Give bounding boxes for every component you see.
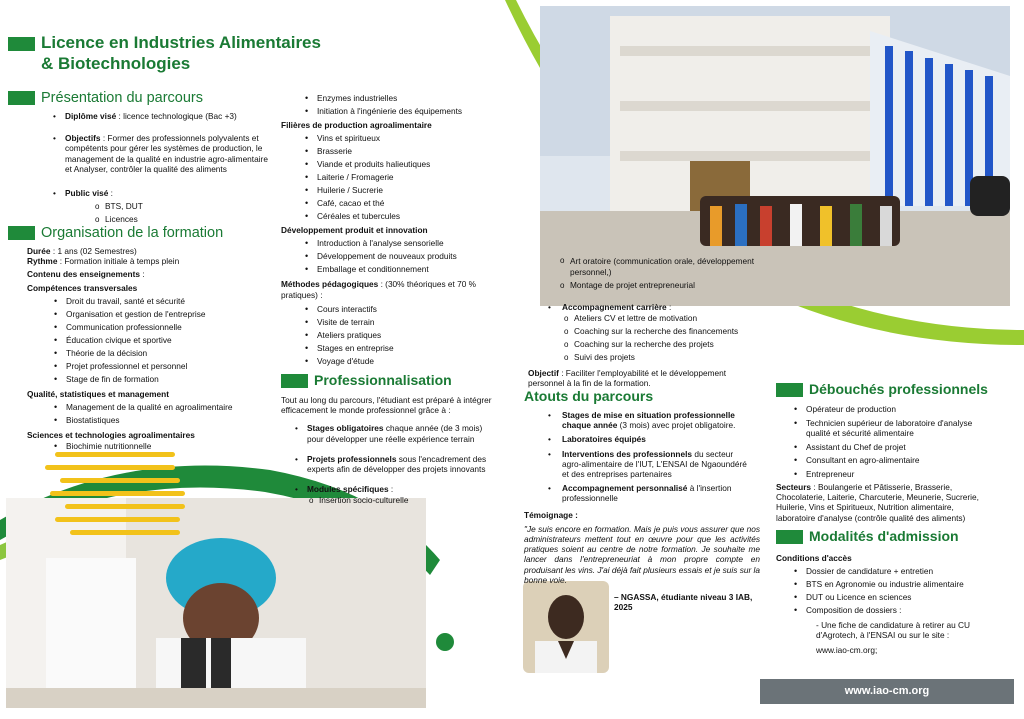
- methode-item: • Voyage d'étude: [305, 355, 501, 368]
- transversales-item: • Éducation civique et sportive: [54, 334, 278, 347]
- footer-url[interactable]: www.iao-cm.org: [844, 685, 930, 697]
- temoignage-label: Témoignage :: [524, 509, 578, 520]
- qualite-item: • Management de la qualité en agroalimentaire: [54, 401, 278, 414]
- admission-sub: - Une fiche de candidature à retirer au CU d'Agrotech, à l'ENSAI ou sur le site :: [816, 620, 971, 641]
- section-marker-icon: [8, 91, 35, 105]
- diplome-text: : licence technologique (Bac +3): [116, 111, 237, 121]
- filiere-item: • Laiterie / Fromagerie: [305, 171, 501, 184]
- atout-label: Laboratoires équipés: [562, 434, 646, 445]
- transversales-title: Compétences transversales: [27, 282, 138, 293]
- atout-text: du secteur agro-alimentaire de l'IUT, L'ENSAI de Ngaoundéré et des entreprises partenaires: [562, 448, 747, 480]
- title-marker-icon: [8, 37, 35, 51]
- stages-label: Stages obligatoires: [307, 423, 384, 434]
- section-marker-icon: [776, 530, 803, 544]
- sciences-item: • Biochimie nutritionnelle: [54, 440, 278, 453]
- atout-label: Stages de mise en situation professionnelle chaque année: [562, 410, 735, 431]
- modules-text: :: [388, 484, 394, 495]
- admission-site[interactable]: www.iao-cm.org;: [816, 644, 878, 655]
- organisation-heading: Organisation de la formation: [41, 225, 224, 241]
- dev-item: • Introduction à l'analyse sensorielle: [305, 237, 501, 250]
- title-line1: Licence en Industries Alimentaires: [41, 33, 321, 52]
- debouche-item: • Consultant en agro-alimentaire: [794, 455, 976, 466]
- col2-top-item: • Enzymes industrielles: [305, 92, 501, 105]
- transversales-item: • Théorie de la décision: [54, 347, 278, 360]
- column-2: [281, 92, 501, 368]
- professionnalisation-heading: Professionnalisation: [314, 372, 452, 388]
- filiere-item: • Céréales et tubercules: [305, 210, 501, 223]
- contenu-text: :: [139, 269, 145, 280]
- temoignage-text: "Je suis encore en formation. Mais je puis vous assurer que nos administrateurs mettent tout en œuvre pour que les activités pratiques soient au centre de notre formation. Je souhaite me lancer dans l'entrepreneuriat à mon propre compte en produisant les vins. J'ai déjà fait plusieurs essais et je suis sur la bonne voie.: [524, 523, 760, 585]
- atout-text: à l'insertion professionnelle: [562, 483, 732, 504]
- presentation-heading: Présentation du parcours: [41, 90, 204, 106]
- diplome-label: Diplôme visé: [65, 111, 117, 121]
- modules-label: Modules spécifiques: [307, 484, 389, 495]
- public-item: o Licences: [95, 213, 278, 226]
- transversales-item: • Organisation et gestion de l'entreprise: [54, 308, 278, 321]
- methode-item: • Stages en entreprise: [305, 342, 501, 355]
- section-marker-icon: [281, 374, 308, 388]
- filiere-item: • Vins et spiritueux: [305, 132, 501, 145]
- methodes-label: Méthodes pédagogiques: [281, 279, 379, 290]
- contenu-label: Contenu des enseignements: [27, 269, 140, 280]
- debouche-item: • Technicien supérieur de laboratoire d'analyse qualité et sécurité alimentaire: [794, 418, 976, 439]
- accomp-item: o Suivi des projets: [564, 351, 768, 364]
- accomp-item: o Coaching sur la recherche des financements: [564, 325, 768, 338]
- dev-item: • Développement de nouveaux produits: [305, 250, 501, 263]
- secteurs-text: : Boulangerie et Pâtisserie, Brasserie, Chocolaterie, Laiterie, Charcuterie, Meunerie, Sucrerie, Huilerie, Vins et Spiritueux, Nutrition alimentaire, laboratoire d'analyse (contrôle qualité des aliments): [776, 482, 979, 523]
- section-organisation: [8, 224, 278, 453]
- filiere-item: • Huilerie / Sucrerie: [305, 184, 501, 197]
- filiere-item: • Café, cacao et thé: [305, 197, 501, 210]
- rythme-text: : Formation initiale à temps plein: [57, 256, 180, 267]
- accomp-item: o Coaching sur la recherche des projets: [564, 338, 768, 351]
- section-debouches: [776, 380, 1016, 523]
- module-cont-item: o Art oratoire (communication orale, développement personnel,): [560, 256, 768, 277]
- debouche-item: • Opérateur de production: [794, 404, 976, 415]
- section-admission: [776, 527, 1016, 655]
- footer-bar: [760, 679, 1014, 704]
- section-atouts: Atouts du parcours • Stages de mise en situation professionnelle chaque année (3 mois) avec projet obligatoire. • Laboratoires équipés • Interventions des professionnels du secteur agro-alimentaire de l'IUT, L'ENSAI de Ngaoundéré et des entreprises partenaires • Accompagnement personnalisé à l'insertion professionnelle Témoignage : "Je suis encore en formation. Mais je puis vous assurer que nos administrateurs mettent tout en œuvre pour que les activités pratiques soient au centre de notre formation. Je souhaite me lancer dans l'entrepreneuriat à mon propre compte en produisant les vins. J'ai déjà fait plusieurs essais et je suis sur la bonne voie. – NGASSA, étudiante niveau 3 IAB, 2025: [524, 387, 764, 612]
- filiere-item: • Viande et produits halieutiques: [305, 158, 501, 171]
- section-marker-icon: [776, 383, 803, 397]
- green-dot: [436, 633, 454, 651]
- atout-label: Interventions des professionnels: [562, 448, 693, 459]
- yellow-stripes: [45, 448, 195, 538]
- projets-label: Projets professionnels: [307, 453, 397, 464]
- module-item: o Insertion socio-culturelle: [309, 494, 506, 507]
- filiere-item: • Brasserie: [305, 145, 501, 158]
- module-cont-item: o Montage de projet entrepreneurial: [560, 279, 768, 292]
- objectif-text: : Faciliter l'employabilité et le développement personnel à la fin de la formation.: [528, 368, 727, 389]
- dev-title: Développement produit et innovation: [281, 225, 428, 236]
- transversales-item: • Stage de fin de formation: [54, 373, 278, 386]
- objectifs-label: Objectifs: [65, 133, 101, 144]
- rythme-label: Rythme: [27, 256, 58, 267]
- public-label: Public visé: [65, 188, 109, 199]
- qualite-item: • Biostatistiques: [54, 414, 278, 427]
- public-text: :: [108, 188, 113, 199]
- methode-item: • Ateliers pratiques: [305, 329, 501, 342]
- sciences-title: Sciences et technologies agroalimentaires: [27, 430, 195, 441]
- accomp-item: o Ateliers CV et lettre de motivation: [564, 312, 768, 325]
- transversales-item: • Communication professionnelle: [54, 321, 278, 334]
- methodes-text: : (30% théoriques et 70 % pratiques) :: [281, 279, 477, 300]
- conditions-title: Conditions d'accès: [776, 553, 852, 563]
- admission-heading: Modalités d'admission: [809, 528, 959, 544]
- objectifs-text: : Former des professionnels polyvalents et compétents pour gérer les systèmes de production, le management de la qualité en industrie agro-alimentaire et Analyser, contrôler la qualité des aliments: [65, 133, 268, 174]
- section-marker-icon: [8, 226, 35, 240]
- debouche-item: • Assistant du Chef de projet: [794, 442, 976, 453]
- duree-label: Durée: [27, 246, 51, 256]
- projets-text: sous l'encadrement des experts afin de développer des projets innovants: [307, 453, 487, 475]
- admission-item: • Composition de dossiers :: [794, 604, 1016, 617]
- dev-item: • Emballage et conditionnement: [305, 263, 501, 276]
- title-line2: & Biotechnologies: [41, 54, 191, 73]
- admission-item: • Dossier de candidature + entretien: [794, 565, 1016, 578]
- methode-item: • Cours interactifs: [305, 303, 501, 316]
- methode-item: • Visite de terrain: [305, 316, 501, 329]
- atout-text: (3 mois) avec projet obligatoire.: [617, 420, 736, 431]
- column-3-top: o Art oratoire (communication orale, développement personnel,) o Montage de projet entrepreneurial • Accompagnement carrière : o Ateliers CV et lettre de motivation o Coaching sur la recherche des financements o Coaching sur la recherche des projets o Suivi des projets Objectif : Faciliter l'employabilité et le développement personnel à la fin de la formation.: [528, 256, 768, 389]
- admission-item: • DUT ou Licence en sciences: [794, 591, 1016, 604]
- transversales-item: • Droit du travail, santé et sécurité: [54, 295, 278, 308]
- temoignage-author: – NGASSA, étudiante niveau 3 IAB, 2025: [614, 592, 753, 613]
- admission-item: • BTS en Agronomie ou industrie alimentaire: [794, 578, 1016, 591]
- transversales-item: • Projet professionnel et personnel: [54, 360, 278, 373]
- professionnalisation-intro: Tout au long du parcours, l'étudiant est préparé à intégrer efficacement le monde professionnel grâce à :: [281, 395, 492, 416]
- secteurs-label: Secteurs: [776, 482, 812, 492]
- objectif-label: Objectif: [528, 368, 559, 379]
- atout-label: Accompagnement personnalisé: [562, 483, 688, 494]
- stages-text: chaque année (de 3 mois) pour développer une réelle expérience terrain: [307, 423, 483, 444]
- public-item: o BTS, DUT: [95, 200, 278, 213]
- atouts-heading: Atouts du parcours: [524, 388, 654, 404]
- section-presentation: Présentation du parcours • Diplôme visé : licence technologique (Bac +3) • Objectifs : Former des professionnels polyvalents et compétents pour gérer les systèmes de production, le management de la qualité en industrie agro-alimentaire et Analyser, contrôler la qualité des aliments • Public visé : o BTS, DUT o Licences: [8, 89, 278, 226]
- debouche-item: • Entrepreneur: [794, 469, 976, 480]
- duree-text: : 1 ans (02 Semestres): [50, 246, 137, 256]
- filieres-title: Filières de production agroalimentaire: [281, 120, 432, 130]
- accomp-label: Accompagnement carrière: [562, 302, 667, 312]
- qualite-title: Qualité, statistiques et management: [27, 388, 170, 399]
- accomp-text: :: [666, 302, 672, 312]
- main-title: [8, 32, 368, 74]
- col2-top-item: • Initiation à l'ingénierie des équipements: [305, 105, 501, 118]
- debouches-heading: Débouchés professionnels: [809, 381, 988, 397]
- section-professionnalisation: Professionnalisation Tout au long du parcours, l'étudiant est préparé à intégrer efficacement le monde professionnel grâce à : • Stages obligatoires chaque année (de 3 mois) pour développer une réelle expérience terrain • Projets professionnels sous l'encadrement des experts afin de développer des projets innovants • Modules spécifiques : o Insertion socio-culturelle: [281, 371, 506, 507]
